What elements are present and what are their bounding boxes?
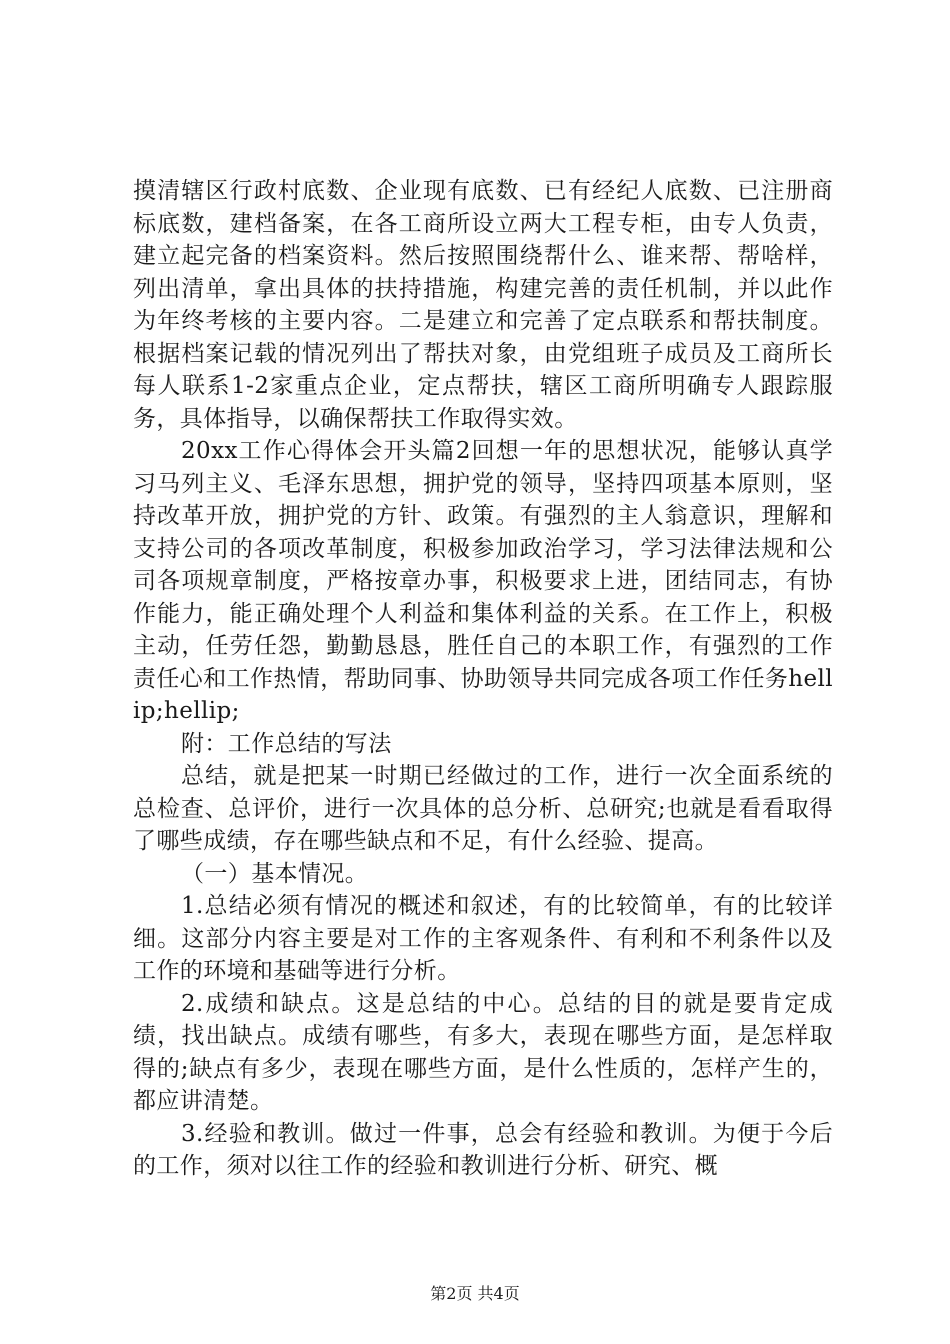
page-footer: 第2页 共4页 (430, 1284, 520, 1303)
paragraph-1: 摸清辖区行政村底数、企业现有底数、已有经纪人底数、已注册商标底数，建档备案，在各工商所设立两大工程专柜，由专人负责，建立起完备的档案资料。然后按照围绕帮什么、谁来帮、帮啥样，列出清单，拿出具体的扶持措施，构建完善的责任机制，并以此作为年终考核的主要内容。二是建立和完善了定点联系和帮扶制度。根据档案记载的情况列出了帮扶对象，由党组班子成员及工商所长每人联系1-2家重点企业，定点帮扶，辖区工商所明确专人跟踪服务，具体指导，以确保帮扶工作取得实效。 (133, 178, 833, 432)
paragraph-2: 20xx工作心得体会开头篇2回想一年的思想状况，能够认真学习马列主义、毛泽东思想，拥护党的领导，坚持四项基本原则，坚持改革开放，拥护党的方针、政策。有强烈的主人翁意识，理解和支持公司的各项改革制度，积极参加政治学习，学习法律法规和公司各项规章制度，严格按章办事，积极要求上进，团结同志，有协作能力，能正确处理个人利益和集体利益的关系。在工作上，积极主动，任劳任怨，勤勤恳恳，胜任自己的本职工作，有强烈的工作责任心和工作热情，帮助同事、协助领导共同完成各项工作任务hellip;hellip; (133, 438, 833, 724)
paragraph-8: 3.经验和教训。做过一件事，总会有经验和教训。为便于今后的工作，须对以往工作的经验和教训进行分析、研究、概 (133, 1120, 833, 1179)
paragraph-6: 1.总结必须有情况的概述和叙述，有的比较简单，有的比较详细。这部分内容主要是对工作的主客观条件、有利和不利条件以及工作的环境和基础等进行分析。 (133, 893, 833, 984)
paragraph-4: 总结，就是把某一时期已经做过的工作，进行一次全面系统的总检查、总评价，进行一次具体的总分析、总研究;也就是看看取得了哪些成绩，存在哪些缺点和不足，有什么经验、提高。 (133, 763, 833, 854)
paragraph-7: 2.成绩和缺点。这是总结的中心。总结的目的就是要肯定成绩，找出缺点。成绩有哪些，有多大，表现在哪些方面，是怎样取得的;缺点有多少，表现在哪些方面，是什么性质的，怎样产生的，都应讲清楚。 (133, 990, 833, 1114)
paragraph-5-section-heading: （一）基本情况。 (181, 860, 369, 887)
document-body (133, 175, 833, 1183)
paragraph-3-appendix-heading: 附：工作总结的写法 (181, 730, 392, 757)
